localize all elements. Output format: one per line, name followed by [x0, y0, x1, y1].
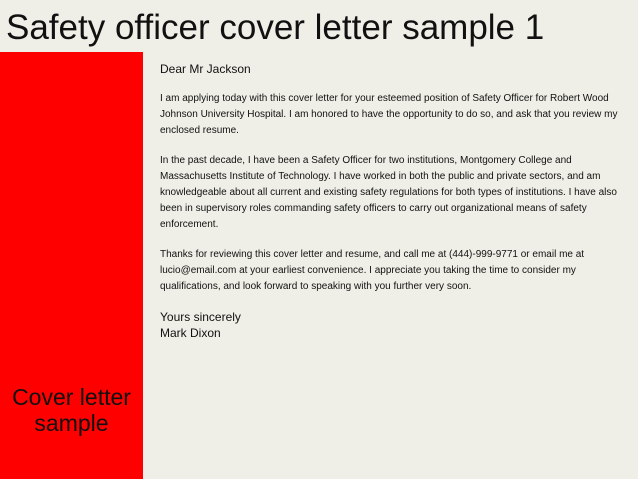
letter-signature: Mark Dixon [160, 326, 221, 340]
letter-salutation: Dear Mr Jackson [160, 62, 251, 76]
cover-letter-body [160, 62, 630, 341]
letter-closing: Yours sincerely [160, 310, 241, 324]
slide-title: Safety officer cover letter sample 1 [6, 8, 545, 47]
letter-paragraph-1: I am applying today with this cover letter for your esteemed position of Safety Officer for Robert Wood Johnson University Hospital. I am honored to have the opportunity to do so, and ask that you review my enclosed resume. [160, 93, 618, 136]
letter-paragraph-3: Thanks for reviewing this cover letter and resume, and call me at (444)-999-9771 or email me at lucio@email.com at your earliest convenience. I appreciate you taking the time to consider my qualifications, and look forward to speaking with you further very soon. [160, 249, 585, 292]
side-panel-label: Cover letter sample [12, 384, 131, 436]
letter-paragraph-2: In the past decade, I have been a Safety Officer for two institutions, Montgomery College and Massachusetts Institute of Technology. I have worked in both the public and private sectors, and am knowledgeable about all current and existing safety regulations for both types of institutions. I have also been in supervisory roles commanding safety officers to carry out organizational means of safety enforcement. [160, 155, 617, 230]
